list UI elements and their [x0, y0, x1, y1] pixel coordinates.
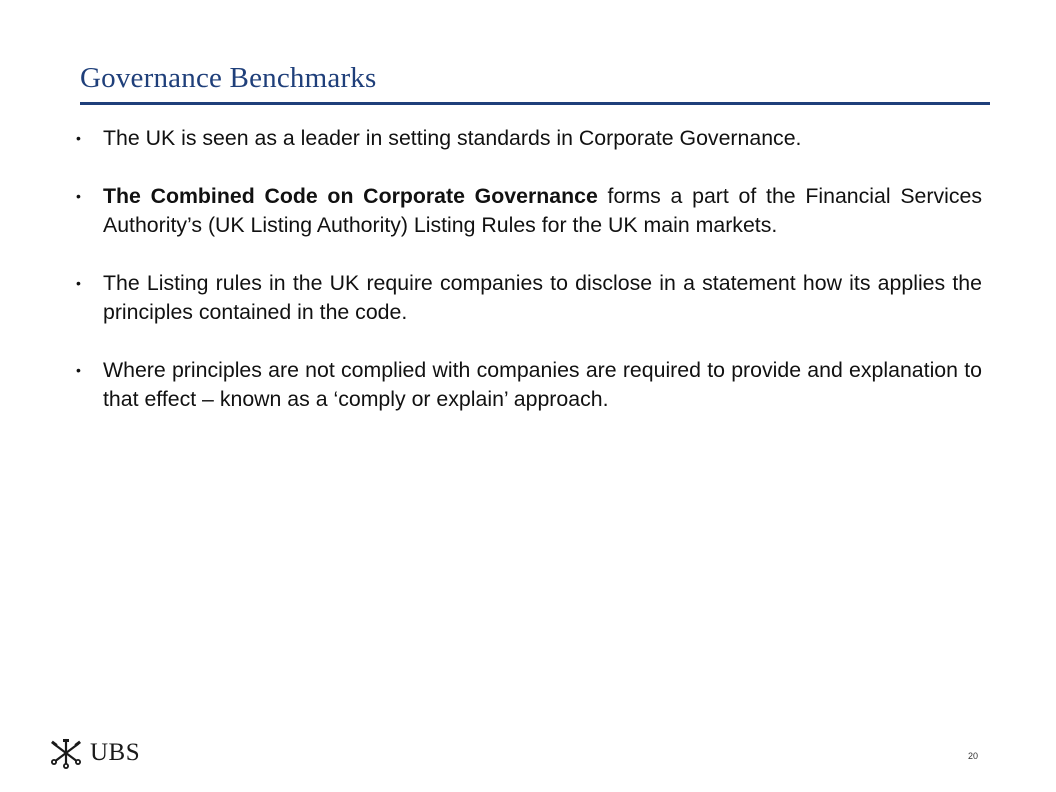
bullet-item — [76, 124, 982, 153]
title-divider — [80, 102, 990, 105]
bullet-text: The Listing rules in the UK require companies to disclose in a statement how its applies the principles contained in the code. — [103, 271, 982, 324]
page-number: 20 — [968, 751, 979, 761]
bullet-item — [76, 356, 982, 414]
ubs-logo — [46, 736, 140, 770]
bullet-text: The UK is seen as a leader in setting standards in Corporate Governance. — [103, 126, 802, 150]
bullet-dot-icon: • — [76, 188, 81, 204]
bullet-dot-icon: • — [76, 130, 81, 146]
bullet-list — [76, 124, 982, 443]
bullet-item — [76, 182, 982, 240]
slide-title: Governance Benchmarks — [80, 62, 377, 94]
three-keys-icon — [46, 736, 86, 770]
logo-wordmark: UBS — [90, 739, 141, 766]
bullet-text: Where principles are not complied with companies are required to provide and explanation to that effect – known as a ‘comply or explain’ approach. — [103, 358, 982, 411]
bullet-dot-icon: • — [76, 275, 81, 291]
bullet-item — [76, 269, 982, 327]
bullet-text: forms a part of the Financial Services Authority’s (UK Listing Authority) Listing Rules for the UK main markets. — [103, 184, 983, 237]
bullet-bold-text: The Combined Code on Corporate Governance — [103, 184, 598, 208]
bullet-dot-icon: • — [76, 362, 81, 378]
